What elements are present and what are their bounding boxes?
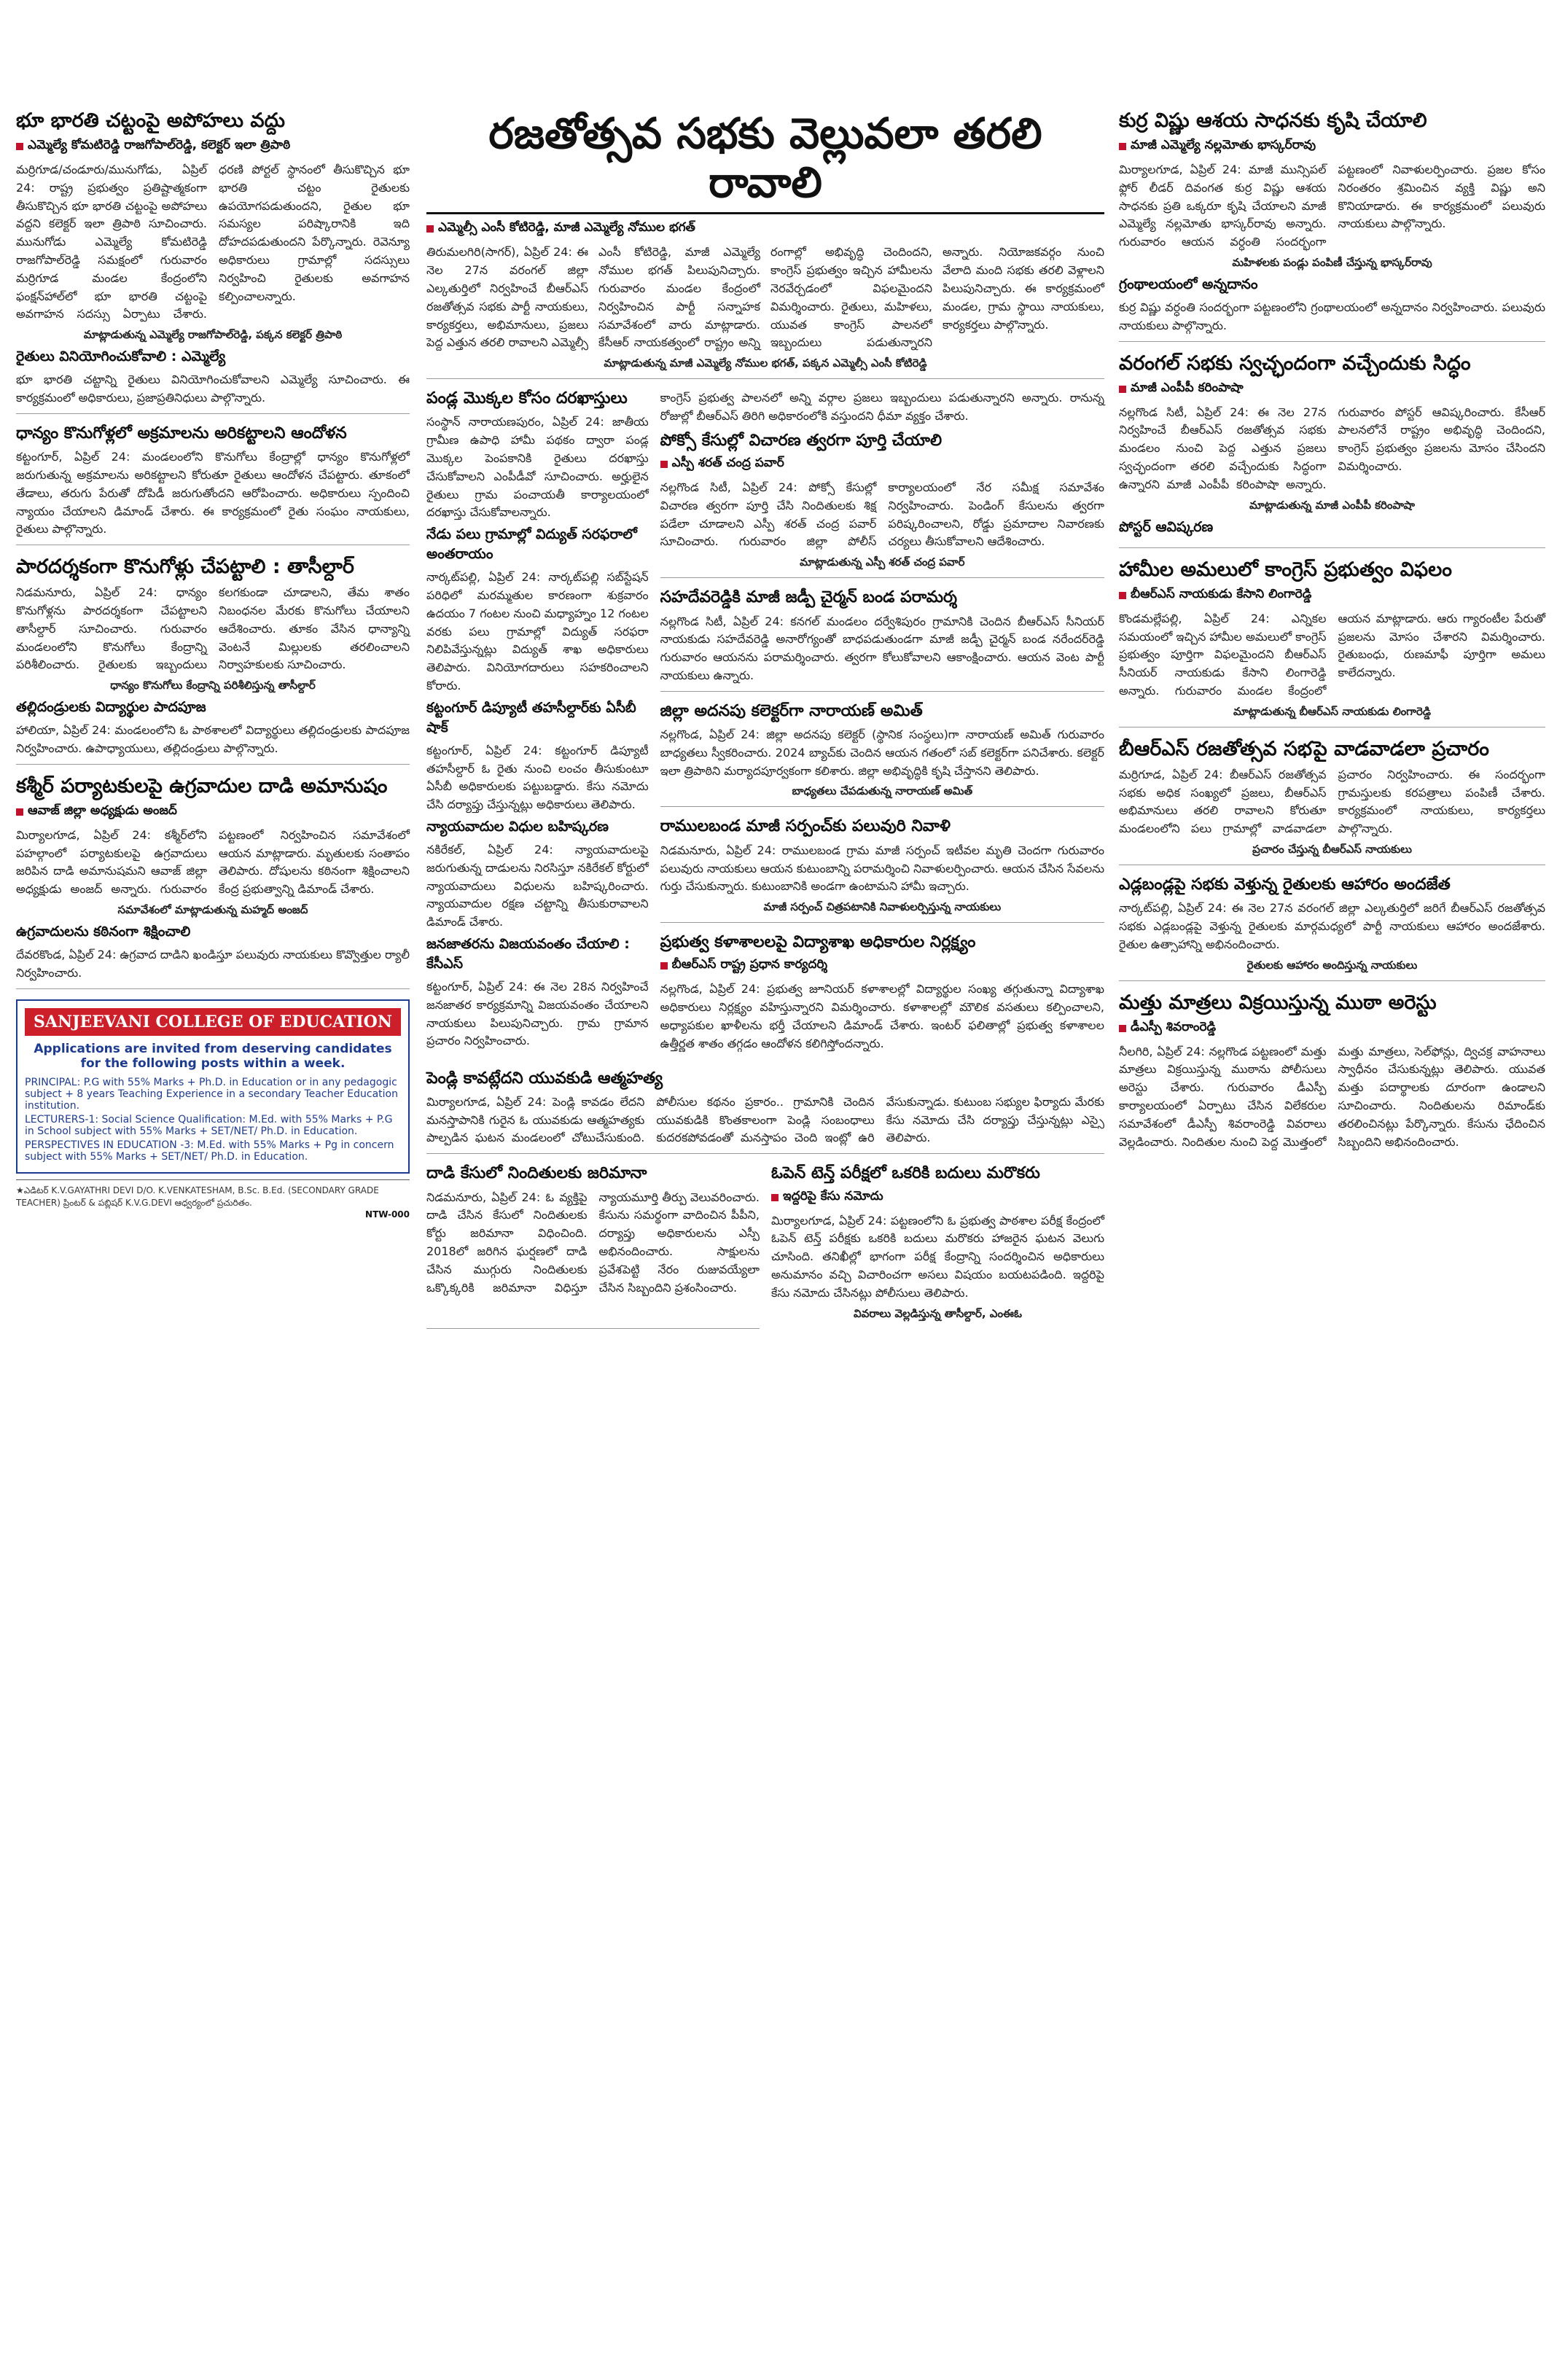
ad-principal: PRINCIPAL: P.G with 55% Marks + Ph.D. in Education or in any pedagogic subject + 8 years Teaching Experience in a secondary Teacher Education institution. <box>25 1076 398 1112</box>
mid-row <box>426 389 1104 1069</box>
left-column <box>16 109 410 2365</box>
byline-text: ఎమ్మెల్సీ ఎంసీ కోటిరెడ్డి, మాజీ ఎమ్మెల్యే నోముల భగత్ <box>438 220 695 235</box>
story-body: నల్లగొండ సిటీ, ఏప్రిల్ 24: ఈ నెల 27న నిర్వహించే బీఆర్ఎస్ రజతోత్సవ సభకు మండలం నుంచి పెద్ద ఎత్తున ప్రజలు స్వచ్ఛందంగా తరలి వచ్చేందుకు సిద్ధంగా ఉన్నారని మాజీ ఎంపీపీ కరింపాషా అన్నారు. గురువారం పోస్టర్ ఆవిష్కరించారు. కేసీఆర్ పాలనలోనే రాష్ట్రం అభివృద్ధి చెందిందని, కాంగ్రెస్ ప్రభుత్వం ప్రజలను మోసం చేసిందని విమర్శించారు. <box>1119 405 1545 491</box>
subhead: తల్లిదండ్రులకు విద్యార్థుల పాదపూజ <box>16 699 206 716</box>
story-body: మిర్యాలగూడ, ఏప్రిల్ 24: కశ్మీర్‌లోని పహల్గాంలో పర్యాటకులపై ఉగ్రవాదులు జరిపిన దాడి అమానుషమని ఆవాజ్ జిల్లా అధ్యక్షుడు అంజద్ అన్నారు. గురువారం పట్టణంలో నిర్వహించిన సమావేశంలో ఆయన మాట్లాడారు. మృతులకు సంతాపం తెలిపారు. దోషులను కఠినంగా శిక్షించాలని కేంద్ర ప్రభుత్వాన్ని డిమాండ్ చేశారు. <box>16 827 410 897</box>
byline-text: బీఆర్ఎస్ నాయకుడు కేసాని లింగారెడ్డి <box>1131 586 1312 601</box>
headline: ఓపెన్ టెన్త్ పరీక్షలో ఒకరికి బదులు మరొకరు <box>771 1164 1040 1183</box>
story-kashmir-attack <box>16 775 410 989</box>
story-body: హాలియా, ఏప్రిల్ 24: మండలంలోని ఓ పాఠశాలలో విద్యార్థులు తల్లిదండ్రులకు పాదపూజ నిర్వహించారు. ఉపాధ్యాయులు, తల్లిదండ్రులు పాల్గొన్నారు. <box>16 723 410 755</box>
story-pocso <box>660 389 1104 578</box>
page-code: NTW-000 <box>365 1209 410 1220</box>
story-body: నల్లగొండ సిటీ, ఏప్రిల్ 24: పోక్సో కేసుల్లో విచారణ త్వరగా పూర్తి చేసి నిందితులకు శిక్ష పడేలా చూడాలని ఎస్పీ శరత్ చంద్ర పవార్ సూచించారు. గురువారం జిల్లా పోలీస్ కార్యాలయంలో నేర సమీక్ష సమావేశం నిర్వహించారు. పెండింగ్ కేసులను త్వరగా పరిష్కరించాలని, రోడ్డు ప్రమాదాల నివారణకు చర్యలు తీసుకోవాలని ఆదేశించారు. <box>660 480 1104 549</box>
story-open-tenth <box>771 1164 1104 1328</box>
byline <box>1119 1020 1545 1037</box>
bullet-icon <box>660 461 668 468</box>
story-body: మిర్యాలగూడ, ఏప్రిల్ 24: మాజీ మున్సిపల్ ఫ్లోర్ లీడర్ దివంగత కుర్ర విష్ణు ఆశయ సాధనకు ప్రతి ఒక్కరూ కృషి చేయాలని మాజీ ఎమ్మెల్యే నల్లమోతు భాస్కర్‌రావు అన్నారు. గురువారం ఆయన వర్ధంతి సందర్భంగా పట్టణంలో నివాళులర్పించారు. ప్రజల కోసం నిరంతరం శ్రమించిన వ్యక్తి విష్ణు అని కొనియాడారు. ఈ కార్యక్రమంలో పలువురు నాయకులు పాల్గొన్నారు. <box>1119 163 1545 249</box>
byline <box>426 220 1104 238</box>
middle-column <box>426 109 1104 2365</box>
story-body: నిడమనూరు, ఏప్రిల్ 24: ఓ వ్యక్తిపై దాడి చేసిన కేసులో నిందితులకు కోర్టు జరిమానా విధించింది. 2018లో జరిగిన ఘర్షణలో దాడి చేసిన ముగ్గురు నిందితులకు ఒక్కొక్కరికి జరిమానా విధిస్తూ న్యాయమూర్తి తీర్పు వెలువరించారు. కేసును సమర్థంగా వాదించిన పీపీని, దర్యాప్తు అధికారులను ఎస్పీ అభినందించారు. సాక్షులను ప్రవేశపెట్టి నేరం రుజువయ్యేలా చేసిన సిబ్బందిని ప్రశంసించారు. <box>426 1190 760 1295</box>
story-congress-failure <box>1119 558 1545 727</box>
subhead: గ్రంథాలయంలో అన్నదానం <box>1119 276 1258 293</box>
bullet-icon <box>426 225 434 233</box>
subhead: ఉగ్రవాదులను కఠినంగా శిక్షించాలి <box>16 923 191 940</box>
lead-headline: రజతోత్సవ సభకు వెల్లువలా తరలి రావాలి <box>488 109 1042 207</box>
byline-text: బీఆర్ఎస్ రాష్ట్ర ప్రధాన కార్యదర్శి <box>671 957 828 972</box>
photo-caption: రైతులకు ఆహారం అందిస్తున్న నాయకులు <box>1246 958 1418 972</box>
headline: సహదేవరెడ్డికి మాజీ జడ్పీ చైర్మన్ బండ పరామర్శ <box>660 588 957 607</box>
subhead: కట్టంగూర్ డిప్యూటీ తహసీల్దార్‌కు ఏసీబీ షాక్ <box>426 699 636 736</box>
headline: హామీల అమలులో కాంగ్రెస్ ప్రభుత్వం విఫలం <box>1119 558 1452 581</box>
story-body: మిర్యాలగూడ, ఏప్రిల్ 24: పట్టణంలోని ఓ ప్రభుత్వ పాఠశాల పరీక్ష కేంద్రంలో ఓపెన్ టెన్త్ పరీక్షకు ఒకరికి బదులు మరొకరు హాజరైన ఘటన వెలుగు చూసింది. తనిఖీల్లో భాగంగా పరీక్ష కేంద్రాన్ని సందర్శించిన అధికారులు అనుమానం వచ్చి విచారించగా అసలు విషయం బయటపడింది. ఇద్దరిపై కేసు నమోదు చేసినట్లు పోలీసులు తెలిపారు. <box>771 1213 1104 1300</box>
story-warangal-sabha <box>1119 352 1545 548</box>
college-advertisement <box>16 999 410 1174</box>
mid-bottom-row <box>426 1164 1104 1338</box>
photo-caption: మహిళలకు పండ్లు పంపిణీ చేస్తున్న భాస్కర్‌రావు <box>1232 256 1432 270</box>
photo-caption: మాట్లాడుతున్న మాజీ ఎమ్మెల్యే నోముల భగత్, పక్కన ఎమ్మెల్సీ ఎంసీ కోటిరెడ్డి <box>604 356 927 370</box>
headline: ధాన్యం కొనుగోళ్లలో అక్రమాలను అరికట్టాలని ఆందోళన <box>16 424 347 442</box>
subhead: జనజాతరను విజయవంతం చేయాలి : కేసీఎస్ <box>426 935 630 972</box>
bullet-icon <box>1119 386 1126 393</box>
story-transparent-purchase <box>16 555 410 765</box>
story-fine <box>426 1164 760 1328</box>
story-kurra-vishnu <box>1119 109 1545 342</box>
subhead: రైతులు వినియోగించుకోవాలి : ఎమ్మెల్యే <box>16 348 226 365</box>
byline <box>771 1189 1104 1206</box>
byline-text: ఎమ్మెల్యే కోమటిరెడ్డి రాజగోపాల్‌రెడ్డి, కలెక్టర్ ఇలా త్రిపాఠి <box>28 138 291 153</box>
byline <box>16 138 410 155</box>
story-bhu-bharathi <box>16 109 410 414</box>
byline <box>660 957 1104 975</box>
headline: పోక్సో కేసుల్లో విచారణ త్వరగా పూర్తి చేయాలి <box>660 431 943 450</box>
ad-perspectives: PERSPECTIVES IN EDUCATION -3: M.Ed. with 55% Marks + Pg in concern subject with 55% Marks + SET/NET/ Ph.D. in Education. <box>25 1139 394 1163</box>
story-additional-collector <box>660 702 1104 808</box>
photo-caption: ధాన్యం కొనుగోలు కేంద్రాన్ని పరిశీలిస్తున్న తాసీల్దార్ <box>110 679 316 692</box>
headline: ప్రభుత్వ కళాశాలలపై విద్యాశాఖ అధికారుల నిర్లక్ష్యం <box>660 933 976 952</box>
ad-lecturers: LECTURERS-1: Social Science Qualification: M.Ed. with 55% Marks + P.G in School subject with 55% Marks + SET/NET/ Ph.D. in Education. <box>25 1113 393 1137</box>
right-column <box>1119 109 1545 2365</box>
headline: కుర్ర విష్ణు ఆశయ సాధనకు కృషి చేయాలి <box>1119 109 1427 132</box>
bullet-icon <box>16 143 23 150</box>
story-suicide <box>426 1069 1104 1155</box>
story-colleges <box>660 933 1104 1058</box>
bullet-icon <box>1119 592 1126 599</box>
photo-caption: మాట్లాడుతున్న బీఆర్ఎస్ నాయకుడు లింగారెడ్డి <box>1233 704 1431 718</box>
divider <box>426 212 1104 214</box>
byline <box>660 456 1104 473</box>
print-line: ★ఎడిటర్ K.V.GAYATHRI DEVI D/O. K.VENKATESHAM, B.Sc. B.Ed. (SECONDARY GRADE TEACHER) ప్రింటర్ & పబ్లిషర్ K.V.G.DEVI ఆధ్వర్యంలో ప్రచురితం. <box>16 1179 410 1210</box>
byline <box>1119 138 1545 155</box>
story-body: నార్కట్‌పల్లి, ఏప్రిల్ 24: ఈ నెల 27న వరంగల్ జిల్లా ఎల్కతుర్తిలో జరిగే బీఆర్ఎస్ రజతోత్సవ సభకు ఎడ్లబండ్లపై వెళ్తున్న రైతులకు మార్గమధ్యలో పార్టీ నాయకులు ఆహారం అందజేశారు. రైతుల ఉత్సాహాన్ని అభినందించారు. <box>1119 901 1545 951</box>
story-body: నిడమనూరు, ఏప్రిల్ 24: రాములబండ గ్రామ మాజీ సర్పంచ్ ఇటీవల మృతి చెందగా గురువారం పలువురు నాయకులు ఆయన కుటుంబాన్ని పరామర్శించి నివాళులర్పించారు. ఆయన చేసిన సేవలను గుర్తు చేసుకున్నారు. కుటుంబానికి అండగా ఉంటామని హామీ ఇచ్చారు. <box>660 843 1104 894</box>
lead-story <box>426 109 1104 379</box>
story-body: భూ భారతి చట్టాన్ని రైతులు వినియోగించుకోవాలని ఎమ్మెల్యే సూచించారు. ఈ కార్యక్రమంలో అధికారులు, ప్రజాప్రతినిధులు పాల్గొన్నారు. <box>16 372 410 405</box>
bullet-icon <box>1119 143 1126 150</box>
story-body: తిరుమలగిరి(సాగర్), ఏప్రిల్ 24: ఈ నెల 27న వరంగల్ జిల్లా ఎల్కతుర్తిలో నిర్వహించే బీఆర్ఎస్ రజతోత్సవ సభకు పార్టీ నాయకులు, కార్యకర్తలు, అభిమానులు, ప్రజలు పెద్ద ఎత్తున తరలి రావాలని ఎమ్మెల్సీ ఎంసీ కోటిరెడ్డి, మాజీ ఎమ్మెల్యే నోముల భగత్ పిలుపునిచ్చారు. గురువారం మండల కేంద్రంలో నిర్వహించిన పార్టీ సన్నాహక సమావేశంలో వారు మాట్లాడారు. కేసీఆర్ నాయకత్వంలో రాష్ట్రం అన్ని రంగాల్లో అభివృద్ధి చెందిందని, కాంగ్రెస్ ప్రభుత్వం ఇచ్చిన హామీలను నెరవేర్చడంలో విఫలమైందని విమర్శించారు. రైతులు, మహిళలు, యువత కాంగ్రెస్ పాలనలో ఇబ్బందులు పడుతున్నారని అన్నారు. నియోజకవర్గం నుంచి వేలాది మంది సభకు తరలి వెళ్లాలని పిలుపునిచ్చారు. ఈ కార్యక్రమంలో మండల, గ్రామ స్థాయి నాయకులు, కార్యకర్తలు పాల్గొన్నారు. <box>426 245 1104 350</box>
story-body: కొండమల్లేపల్లి, ఏప్రిల్ 24: ఎన్నికల సమయంలో ఇచ్చిన హామీల అమలులో కాంగ్రెస్ ప్రభుత్వం పూర్తిగా విఫలమైందని బీఆర్ఎస్ సీనియర్ నాయకుడు కేసాని లింగారెడ్డి అన్నారు. గురువారం మండల కేంద్రంలో ఆయన మాట్లాడారు. ఆరు గ్యారంటీల పేరుతో ప్రజలను మోసం చేశారని విమర్శించారు. రైతుబంధు, రుణమాఫీ పూర్తిగా అమలు కాలేదన్నారు. <box>1119 611 1545 698</box>
story-body: నల్లగొండ సిటీ, ఏప్రిల్ 24: కనగల్ మండలం దర్వేశిపురం గ్రామానికి చెందిన బీఆర్ఎస్ సీనియర్ నాయకుడు సహదేవరెడ్డి అనారోగ్యంతో బాధపడుతుండగా మాజీ జడ్పీ చైర్మన్ బండ నరేందర్‌రెడ్డి గురువారం ఆయనను పరామర్శించారు. త్వరగా కోలుకోవాలని ఆకాంక్షించారు. ఆయన వెంట పార్టీ నాయకులు ఉన్నారు. <box>660 614 1104 682</box>
bullet-icon <box>771 1194 778 1201</box>
photo-caption: మాజీ సర్పంచ్ చిత్రపటానికి నివాళులర్పిస్తున్న నాయకులు <box>763 900 1002 914</box>
subhead: నేడు పలు గ్రామాల్లో విద్యుత్ సరఫరాలో అంతరాయం <box>426 526 637 563</box>
byline-text: ఆవాజ్ జిల్లా అధ్యక్షుడు అంజద్ <box>28 803 177 818</box>
headline: బీఆర్ఎస్ రజతోత్సవ సభపై వాడవాడలా ప్రచారం <box>1119 737 1489 760</box>
byline-text: మాజీ ఎంపీపీ కరింపాషా <box>1131 380 1244 395</box>
story-body: నల్లగొండ, ఏప్రిల్ 24: ప్రభుత్వ జూనియర్ కళాశాలల్లో విద్యార్థుల సంఖ్య తగ్గుతున్నా విద్యాశాఖ అధికారులు నిర్లక్ష్యం వహిస్తున్నారని విమర్శించారు. కళాశాలల్లో మౌలిక వసతులు కల్పించాలని, అధ్యాపకుల ఖాళీలను భర్తీ చేయాలని డిమాండ్ చేశారు. ఇంటర్ ఫలితాల్లో ప్రభుత్వ కళాశాలల ఉత్తీర్ణత శాతం తగ్గడం ఆందోళన కలిగిస్తోందన్నారు. <box>660 982 1104 1050</box>
story-body: సంస్థాన్ నారాయణపురం, ఏప్రిల్ 24: జాతీయ గ్రామీణ ఉపాధి హామీ పథకం ద్వారా పండ్ల మొక్కల పెంపకానికి రైతులు దరఖాస్తు చేసుకోవాలని ఎంపీడీవో సూచించారు. అర్హులైన రైతులు గ్రామ పంచాయతీ కార్యాలయంలో దరఖాస్తు చేసుకోవాలన్నారు. <box>426 415 649 520</box>
story-sahadeva-reddy <box>660 588 1104 691</box>
headline: దాడి కేసులో నిందితులకు జరిమానా <box>426 1164 647 1183</box>
story-tribute <box>660 817 1104 923</box>
headline: కశ్మీర్ పర్యాటకులపై ఉగ్రవాదుల దాడి అమానుషం <box>16 774 388 797</box>
bullet-icon <box>660 962 668 969</box>
headline: ఎడ్లబండ్లపై సభకు వెళ్తున్న రైతులకు ఆహారం అందజేత <box>1119 875 1451 894</box>
story-body: దేవరకొండ, ఏప్రిల్ 24: ఉగ్రవాద దాడిని ఖండిస్తూ పలువురు నాయకులు కొవ్వొత్తుల ర్యాలీ నిర్వహించారు. <box>16 947 410 980</box>
ad-college-name: SANJEEVANI COLLEGE OF EDUCATION <box>25 1008 401 1036</box>
headline: మత్తు మాత్రలు విక్రయిస్తున్న ముఠా అరెస్టు <box>1119 991 1437 1014</box>
ad-lead: Applications are invited from deserving candidates for the following posts within a week. <box>34 1041 392 1071</box>
story-body: నార్కట్‌పల్లి, ఏప్రిల్ 24: నార్కట్‌పల్లి సబ్‌స్టేషన్ పరిధిలో మరమ్మతుల కారణంగా శుక్రవారం ఉదయం 7 గంటల నుంచి మధ్యాహ్నం 12 గంటల వరకు పలు గ్రామాల్లో విద్యుత్ సరఫరా నిలిపివేస్తున్నట్లు విద్యుత్ శాఖ అధికారులు తెలిపారు. వినియోగదారులు సహకరించాలని కోరారు. <box>426 570 649 693</box>
headline: వరంగల్ సభకు స్వచ్ఛందంగా వచ్చేందుకు సిద్ధం <box>1119 351 1471 375</box>
byline <box>16 803 410 821</box>
photo-caption: వివరాలు వెల్లడిస్తున్న తాసీల్దార్, ఎంఈఓ <box>854 1306 1022 1320</box>
bullet-icon <box>1119 1025 1126 1032</box>
story-body: మర్రిగూడ, ఏప్రిల్ 24: బీఆర్ఎస్ రజతోత్సవ సభకు అధిక సంఖ్యలో ప్రజలు, బీఆర్ఎస్ అభిమానులు తరలి రావాలని కోరుతూ మండలంలోని పలు గ్రామాల్లో వాడవాడలా ప్రచారం నిర్వహించారు. ఈ సందర్భంగా గ్రామస్తులకు కరపత్రాలు పంపిణీ చేశారు. కార్యక్రమంలో నాయకులు, కార్యకర్తలు పాల్గొన్నారు. <box>1119 767 1545 836</box>
headline: భూ భారతి చట్టంపై అపోహలు వద్దు <box>16 109 285 132</box>
story-drug-gang <box>1119 991 1545 1158</box>
photo-caption: ప్రచారం చేస్తున్న బీఆర్ఎస్ నాయకులు <box>1252 842 1412 856</box>
headline: జిల్లా అదనపు కలెక్టర్‌గా నారాయణ్ అమిత్ <box>660 701 923 720</box>
story-body: మర్రిగూడ/చండూరు/మునుగోడు, ఏప్రిల్ 24: రాష్ట్ర ప్రభుత్వం ప్రతిష్టాత్మకంగా తీసుకొచ్చిన భూ భారతి చట్టంపై అపోహలు వద్దని కలెక్టర్ ఇలా త్రిపాఠి సూచించారు. మునుగోడు ఎమ్మెల్యే కోమటిరెడ్డి రాజగోపాల్‌రెడ్డి సమక్షంలో గురువారం మర్రిగూడ మండల కేంద్రంలోని ఫంక్షన్‌హాల్‌లో భూ భారతి చట్టంపై అవగాహన సదస్సు ఏర్పాటు చేశారు. ధరణి పోర్టల్ స్థానంలో తీసుకొచ్చిన భూ భారతి చట్టం రైతులకు ఉపయోగపడుతుందని, రైతుల భూ సమస్యల పరిష్కారానికి ఇది దోహదపడుతుందని పేర్కొన్నారు. రెవెన్యూ అధికారులు గ్రామాల్లో సదస్సులు నిర్వహించి రైతులకు అవగాహన కల్పించాలన్నారు. <box>16 163 410 321</box>
byline-text: ఇద్దరిపై కేసు నమోదు <box>783 1188 883 1203</box>
photo-caption: బాధ్యతలు చేపడుతున్న నారాయణ్ అమిత్ <box>792 784 973 798</box>
story-body: కట్టంగూర్, ఏప్రిల్ 24: ఈ నెల 28న నిర్వహించే జనజాతర కార్యక్రమాన్ని విజయవంతం చేయాలని నాయకులు పిలుపునిచ్చారు. గ్రామ గ్రామాన ప్రచారం నిర్వహించారు. <box>426 979 649 1048</box>
story-body: కట్టంగూర్, ఏప్రిల్ 24: మండలంలోని కొనుగోలు కేంద్రాల్లో ధాన్యం కొనుగోళ్లలో జరుగుతున్న అక్రమాలను అరికట్టాలని కోరుతూ రైతులు ఆందోళన చేపట్టారు. తూకంలో తేడాలు, తరుగు పేరుతో దోపిడీ జరుగుతోందని ఆరోపించారు. అధికారులు స్పందించి న్యాయం చేయాలని డిమాండ్ చేశారు. ఈ కార్యక్రమంలో రైతు సంఘం నాయకులు, రైతులు పాల్గొన్నారు. <box>16 450 410 537</box>
byline-text: మాజీ ఎమ్మెల్యే నల్లమోతు భాస్కర్‌రావు <box>1131 138 1316 153</box>
photo-caption: మాట్లాడుతున్న ఎస్పీ శరత్ చంద్ర పవార్ <box>800 555 965 569</box>
story-body: మిర్యాలగూడ, ఏప్రిల్ 24: పెండ్లి కావడం లేదని మనస్తాపానికి గురైన ఓ యువకుడు ఆత్మహత్యకు పాల్పడిన ఘటన మండలంలో చోటుచేసుకుంది. పోలీసుల కథనం ప్రకారం.. గ్రామానికి చెందిన యువకుడికి కొంతకాలంగా పెండ్లి సంబంధాలు కుదరకపోవడంతో మనస్తాపం చెంది ఇంట్లో ఉరి వేసుకున్నాడు. కుటుంబ సభ్యుల ఫిర్యాదు మేరకు కేసు నమోదు చేసి దర్యాప్తు చేస్తున్నట్లు ఎస్సై తెలిపారు. <box>426 1094 1104 1145</box>
story-campaign <box>1119 738 1545 865</box>
story-body: కాంగ్రెస్ ప్రభుత్వ పాలనలో అన్ని వర్గాల ప్రజలు ఇబ్బందులు పడుతున్నారని అన్నారు. రానున్న రోజుల్లో బీఆర్ఎస్ తిరిగి అధికారంలోకి వస్తుందని ధీమా వ్యక్తం చేశారు. <box>660 391 1104 423</box>
headline: రాములబండ మాజీ సర్పంచ్‌కు పలువురి నివాళి <box>660 817 951 836</box>
headline: పెండ్లి కావట్లేదని యువకుడి ఆత్మహత్య <box>426 1069 663 1088</box>
headline: పండ్ల మొక్కల కోసం దరఖాస్తులు <box>426 389 628 408</box>
story-bullock-carts <box>1119 875 1545 981</box>
subhead: న్యాయవాదుల విధుల బహిష్కరణ <box>426 819 609 835</box>
byline-text: డీఎస్పీ శివరాంరెడ్డి <box>1131 1019 1217 1034</box>
photo-caption: మాట్లాడుతున్న ఎమ్మెల్యే రాజగోపాల్‌రెడ్డి, పక్కన కలెక్టర్ త్రిపాఠి <box>83 328 343 342</box>
mid-subcolumn-left <box>426 389 649 1069</box>
story-body: నకిరేకల్, ఏప్రిల్ 24: న్యాయవాదులపై జరుగుతున్న దాడులను నిరసిస్తూ నకిరేకల్ కోర్టులో న్యాయవాదులు విధులను బహిష్కరించారు. న్యాయవాదుల రక్షణ చట్టాన్ని తీసుకురావాలని డిమాండ్ చేశారు. <box>426 843 649 929</box>
story-body: నల్లగొండ, ఏప్రిల్ 24: జిల్లా అదనపు కలెక్టర్ (స్థానిక సంస్థలు)గా నారాయణ్ అమిత్ గురువారం బాధ్యతలు స్వీకరించారు. 2024 బ్యాచ్‌కు చెందిన ఆయన గతంలో సబ్ కలెక్టర్‌గా పనిచేశారు. కలెక్టర్ ఇలా త్రిపాఠిని మర్యాదపూర్వకంగా కలిశారు. జిల్లా అభివృద్ధికి కృషి చేస్తానని తెలిపారు. <box>660 727 1104 778</box>
photo-caption: సమావేశంలో మాట్లాడుతున్న మహ్మద్ అంజద్ <box>117 902 308 916</box>
story-body: నిడమనూరు, ఏప్రిల్ 24: ధాన్యం కొనుగోళ్లను పారదర్శకంగా చేపట్టాలని తాసీల్దార్ సూచించారు. గురువారం మండలంలోని కొనుగోలు కేంద్రాన్ని పరిశీలించారు. రైతులకు ఇబ్బందులు కలగకుండా చూడాలని, తేమ శాతం నిబంధనల మేరకు కొనుగోలు చేయాలని ఆదేశించారు. తూకం వేసిన ధాన్యాన్ని వెంటనే మిల్లులకు తరలించాలని నిర్వాహకులకు సూచించారు. <box>16 585 410 672</box>
byline <box>1119 587 1545 604</box>
story-body: కుర్ర విష్ణు వర్ధంతి సందర్భంగా పట్టణంలోని గ్రంథాలయంలో అన్నదానం నిర్వహించారు. పలువురు నాయకులు పాల్గొన్నారు. <box>1119 300 1545 332</box>
byline <box>1119 381 1545 398</box>
photo-caption: మాట్లాడుతున్న మాజీ ఎంపీపీ కరింపాషా <box>1249 498 1415 512</box>
bullet-icon <box>16 808 23 816</box>
headline: పారదర్శకంగా కొనుగోళ్లు చేపట్టాలి : తాసీల్దార్ <box>16 555 354 579</box>
story-grain-protest <box>16 424 410 545</box>
story-fruit-plants <box>426 389 649 1056</box>
story-body: కట్టంగూర్, ఏప్రిల్ 24: కట్టంగూర్ డిప్యూటీ తహసీల్దార్ ఓ రైతు నుంచి లంచం తీసుకుంటూ ఏసీబీ అధికారులకు పట్టుబడ్డారు. కేసు నమోదు చేసి దర్యాప్తు చేస్తున్నట్లు అధికారులు తెలిపారు. <box>426 743 649 812</box>
byline-text: ఎస్పీ శరత్ చంద్ర పవార్ <box>671 456 784 471</box>
story-body: నీలగిరి, ఏప్రిల్ 24: నల్లగొండ పట్టణంలో మత్తు మాత్రలు విక్రయిస్తున్న ముఠాను పోలీసులు అరెస్టు చేశారు. గురువారం డీఎస్పీ కార్యాలయంలో ఏర్పాటు చేసిన విలేకరుల సమావేశంలో డీఎస్పీ శివరాంరెడ్డి వివరాలు వెల్లడించారు. నిందితుల నుంచి పెద్ద మొత్తంలో మత్తు మాత్రలు, సెల్‌ఫోన్లు, ద్విచక్ర వాహనాలు స్వాధీనం చేసుకున్నట్లు తెలిపారు. యువత మత్తు పదార్థాలకు దూరంగా ఉండాలని సూచించారు. నిందితులను రిమాండ్‌కు తరలించినట్లు పేర్కొన్నారు. కేసును ఛేదించిన సిబ్బందిని అభినందించారు. <box>1119 1044 1545 1149</box>
subhead: పోస్టర్ ఆవిష్కరణ <box>1119 518 1214 535</box>
mid-subcolumn-right <box>660 389 1104 1069</box>
